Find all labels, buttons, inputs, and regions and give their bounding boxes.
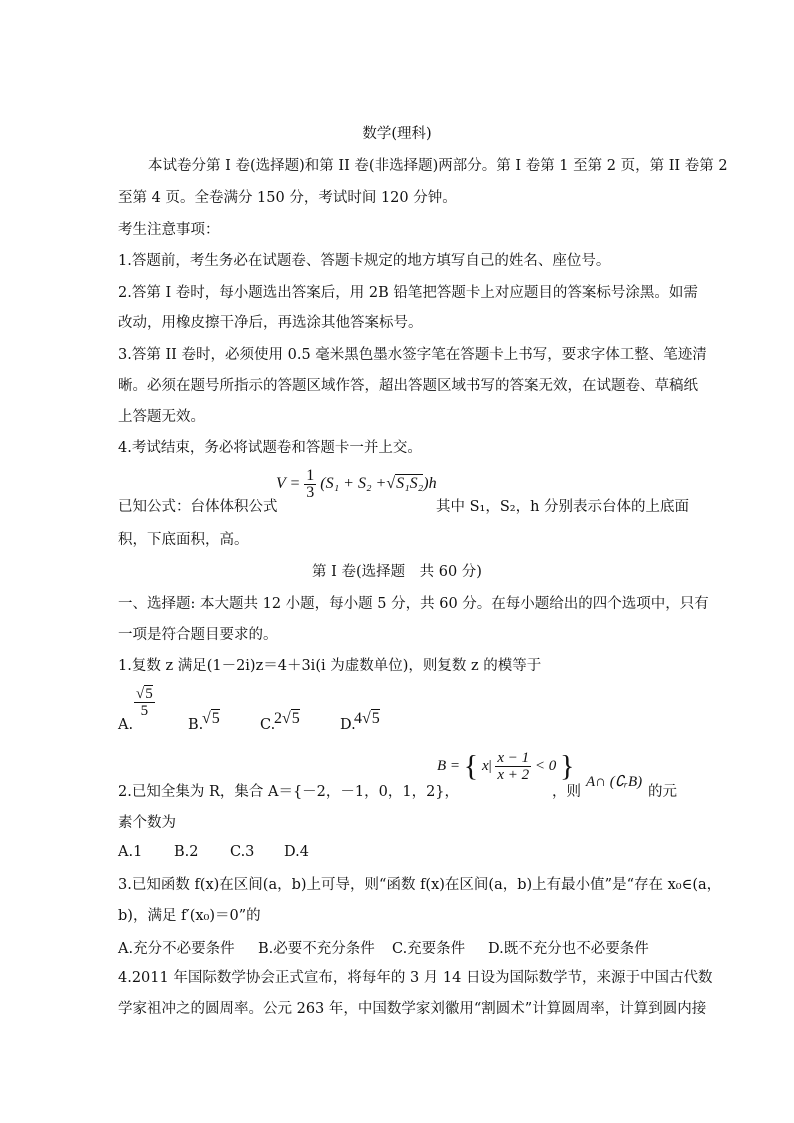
note-2-line-2: 改动，用橡皮擦干净后，再选涂其他答案标号。 — [118, 315, 423, 331]
note-2-line-1: 2.答第 I 卷时，每小题选出答案后，用 2B 铅笔把答题卡上对应题目的答案标号涂黑。如需 — [118, 285, 698, 301]
formula-body: (S₁ + S₂ + — [320, 475, 387, 493]
q4-stem-line-2: 学家祖冲之的圆周率。公元 263 年，中国数学家刘徽用“割圆术”计算圆周率，计算到圆内接 — [118, 1001, 707, 1017]
intro-line-2: 至第 4 页。全卷满分 150 分，考试时间 120 分钟。 — [118, 190, 457, 206]
q2-stem: 2.已知全集为 R，集合 A＝{－2，－1，0，1，2}， — [118, 784, 460, 800]
formula-suffix: 其中 S₁，S₂，h 分别表示台体的上底面 — [436, 499, 690, 515]
q3-option-d: D.既不充分也不必要条件 — [488, 941, 649, 957]
q3-stem-line-1: 3.已知函数 f(x)在区间(a，b)上可导，则“函数 f(x)在区间(a，b)上有最小值”是“存在 x₀∈(a， — [118, 877, 722, 893]
q1-a-num: 5 — [145, 686, 153, 702]
part-1-heading: 第 I 卷(选择题 共 60 分) — [312, 564, 482, 580]
page-title: 数学(理科) — [362, 126, 432, 142]
q1-stem: 1.复数 z 满足(1－2i)z＝4＋3i(i 为虚数单位)，则复数 z 的模等于 — [118, 658, 542, 674]
q2-inequality: < 0 — [534, 757, 557, 774]
q2-set-b-label: B = — [437, 757, 461, 774]
q1-option-a-label: A. — [118, 717, 134, 733]
formula-prefix: 已知公式：台体体积公式 — [118, 499, 278, 515]
note-4: 4.考试结束，务必将试题卷和答题卡一并上交。 — [118, 440, 422, 456]
q1-option-b-label: B. — [188, 717, 204, 733]
q2-expression: A∩ (∁ᵣB) — [586, 774, 643, 790]
intro-line-1: 本试卷分第 I 卷(选择题)和第 II 卷(非选择题)两部分。第 I 卷第 1 至第 2 页，第 II 卷第 2 — [148, 158, 728, 174]
formula-tail: )h — [423, 475, 437, 493]
formula-lhs: V = — [276, 475, 301, 493]
q2-option-c: C.3 — [230, 844, 255, 860]
note-3-line-3: 上答题无效。 — [118, 409, 205, 425]
q2-frac-num: x − 1 — [497, 750, 530, 766]
q2-continuation: 素个数为 — [118, 815, 176, 831]
q2-option-d: D.4 — [284, 844, 309, 860]
q1-d-coef: 4 — [354, 710, 362, 727]
q1-option-a-value: $\frac{√5}{5}$ — [136, 686, 153, 719]
section-1-line-2: 一项是符合题目要求的。 — [118, 627, 278, 643]
q2-option-b: B.2 — [174, 844, 199, 860]
q1-a-den: 5 — [140, 703, 149, 719]
notes-heading: 考生注意事项： — [118, 222, 220, 238]
q1-option-b-value: √5 — [202, 710, 220, 727]
q3-option-a: A.充分不必要条件 — [118, 941, 235, 957]
frustum-volume-formula: V = $\frac{1}{3}$ (S₁ + S₂ +√S₁S₂)h — [276, 467, 437, 501]
q2-frac-den: x + 2 — [497, 767, 530, 783]
q3-stem-line-2: b)，满足 f′(x₀)＝0”的 — [118, 908, 261, 924]
q1-option-c-label: C. — [260, 717, 276, 733]
q1-b-radicand: 5 — [211, 710, 220, 727]
q2-tail: 的元 — [648, 784, 677, 800]
q1-d-radicand: 5 — [371, 710, 380, 727]
q3-option-c: C.充要条件 — [392, 941, 466, 957]
q4-stem-line-1: 4.2011 年国际数学协会正式宣布，将每年的 3 月 14 日设为国际数学节，来源于中国古代数 — [118, 970, 713, 986]
formula-fraction — [304, 468, 316, 501]
note-3-line-2: 晰。必须在题号所指示的答题区域作答，超出答题区域书写的答案无效，在试题卷、草稿纸 — [118, 378, 698, 394]
section-1-line-1: 一、选择题: 本大题共 12 小题，每小题 5 分，共 60 分。在每小题给出的四个选项中，只有 — [118, 596, 709, 612]
q2-then: ，则 — [552, 784, 581, 800]
formula-radicand: S₁S₂ — [396, 475, 424, 493]
q1-c-coef: 2 — [274, 710, 282, 727]
q2-brace-open: { — [463, 749, 479, 783]
formula-frac-den: 3 — [306, 484, 315, 501]
note-1: 1.答题前，考生务必在试题卷、答题卡规定的地方填写自己的姓名、座位号。 — [118, 253, 611, 269]
formula-frac-num: 1 — [306, 467, 315, 484]
formula-continuation: 积，下底面积，高。 — [118, 532, 249, 548]
q1-option-c-value: 2√5 — [274, 710, 300, 727]
q1-option-d-value: 4√5 — [354, 710, 380, 727]
q2-set-var: x — [481, 757, 489, 774]
q2-brace-close: } — [560, 749, 575, 783]
q1-option-d-label: D. — [340, 717, 356, 733]
q1-c-radicand: 5 — [291, 710, 300, 727]
note-3-line-1: 3.答第 II 卷时，必须使用 0.5 毫米黑色墨水签字笔在答题卡上书写，要求字体工整、笔迹清 — [118, 347, 707, 363]
q2-option-a: A.1 — [118, 844, 143, 860]
q3-option-b: B.必要不充分条件 — [258, 941, 375, 957]
q2-set-b: B = { x| $\frac{x - 1}{x + 2}$ < 0 } — [437, 749, 575, 783]
